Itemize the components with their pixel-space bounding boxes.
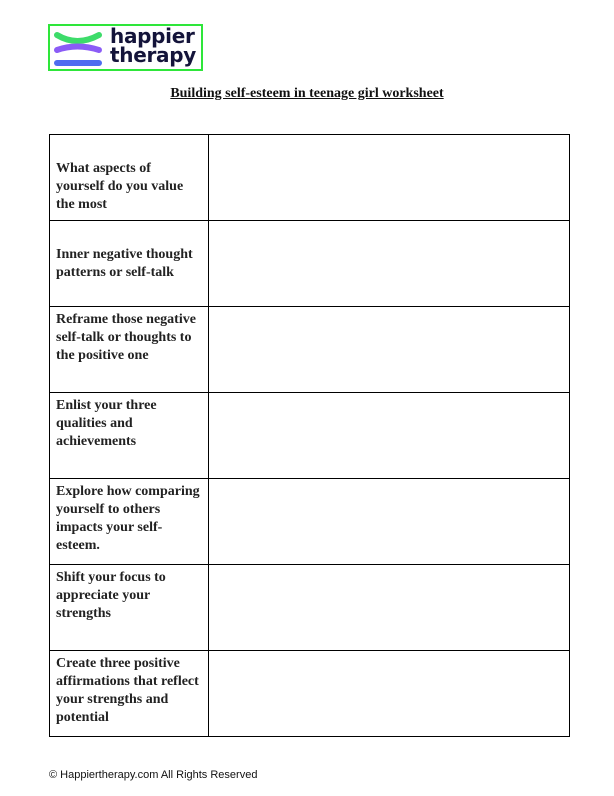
answer-cell[interactable] (209, 651, 570, 737)
table-row (50, 135, 570, 221)
answer-cell[interactable] (209, 393, 570, 479)
prompt-cell: Shift your focus to appreciate your strengths (50, 565, 209, 651)
table-row (50, 393, 570, 479)
answer-cell[interactable] (209, 479, 570, 565)
happier-therapy-logo (48, 24, 203, 71)
prompt-cell: Explore how comparing yourself to others impacts your self-esteem. (50, 479, 209, 565)
table-row (50, 307, 570, 393)
table-row (50, 651, 570, 737)
prompt-cell: Enlist your three qualities and achievements (50, 393, 209, 479)
prompt-cell: Inner negative thought patterns or self-talk (50, 221, 209, 307)
prompt-cell: Reframe those negative self-talk or thoughts to the positive one (50, 307, 209, 393)
logo-waves-icon (53, 29, 105, 69)
table-row (50, 479, 570, 565)
prompt-cell: What aspects of yourself do you value the most (50, 135, 209, 221)
logo-line-1: happier (110, 24, 195, 48)
page-title: Building self-esteem in teenage girl worksheet (170, 86, 444, 101)
table-row (50, 221, 570, 307)
copyright-footer: © Happiertherapy.com All Rights Reserved (49, 769, 258, 781)
answer-cell[interactable] (209, 221, 570, 307)
logo-wordmark (110, 24, 196, 67)
answer-cell[interactable] (209, 565, 570, 651)
worksheet-table (49, 134, 570, 737)
answer-cell[interactable] (209, 307, 570, 393)
answer-cell[interactable] (209, 135, 570, 221)
table-row (50, 565, 570, 651)
logo-line-2: therapy (110, 43, 196, 67)
prompt-cell: Create three positive affirmations that reflect your strengths and potential (50, 651, 209, 737)
